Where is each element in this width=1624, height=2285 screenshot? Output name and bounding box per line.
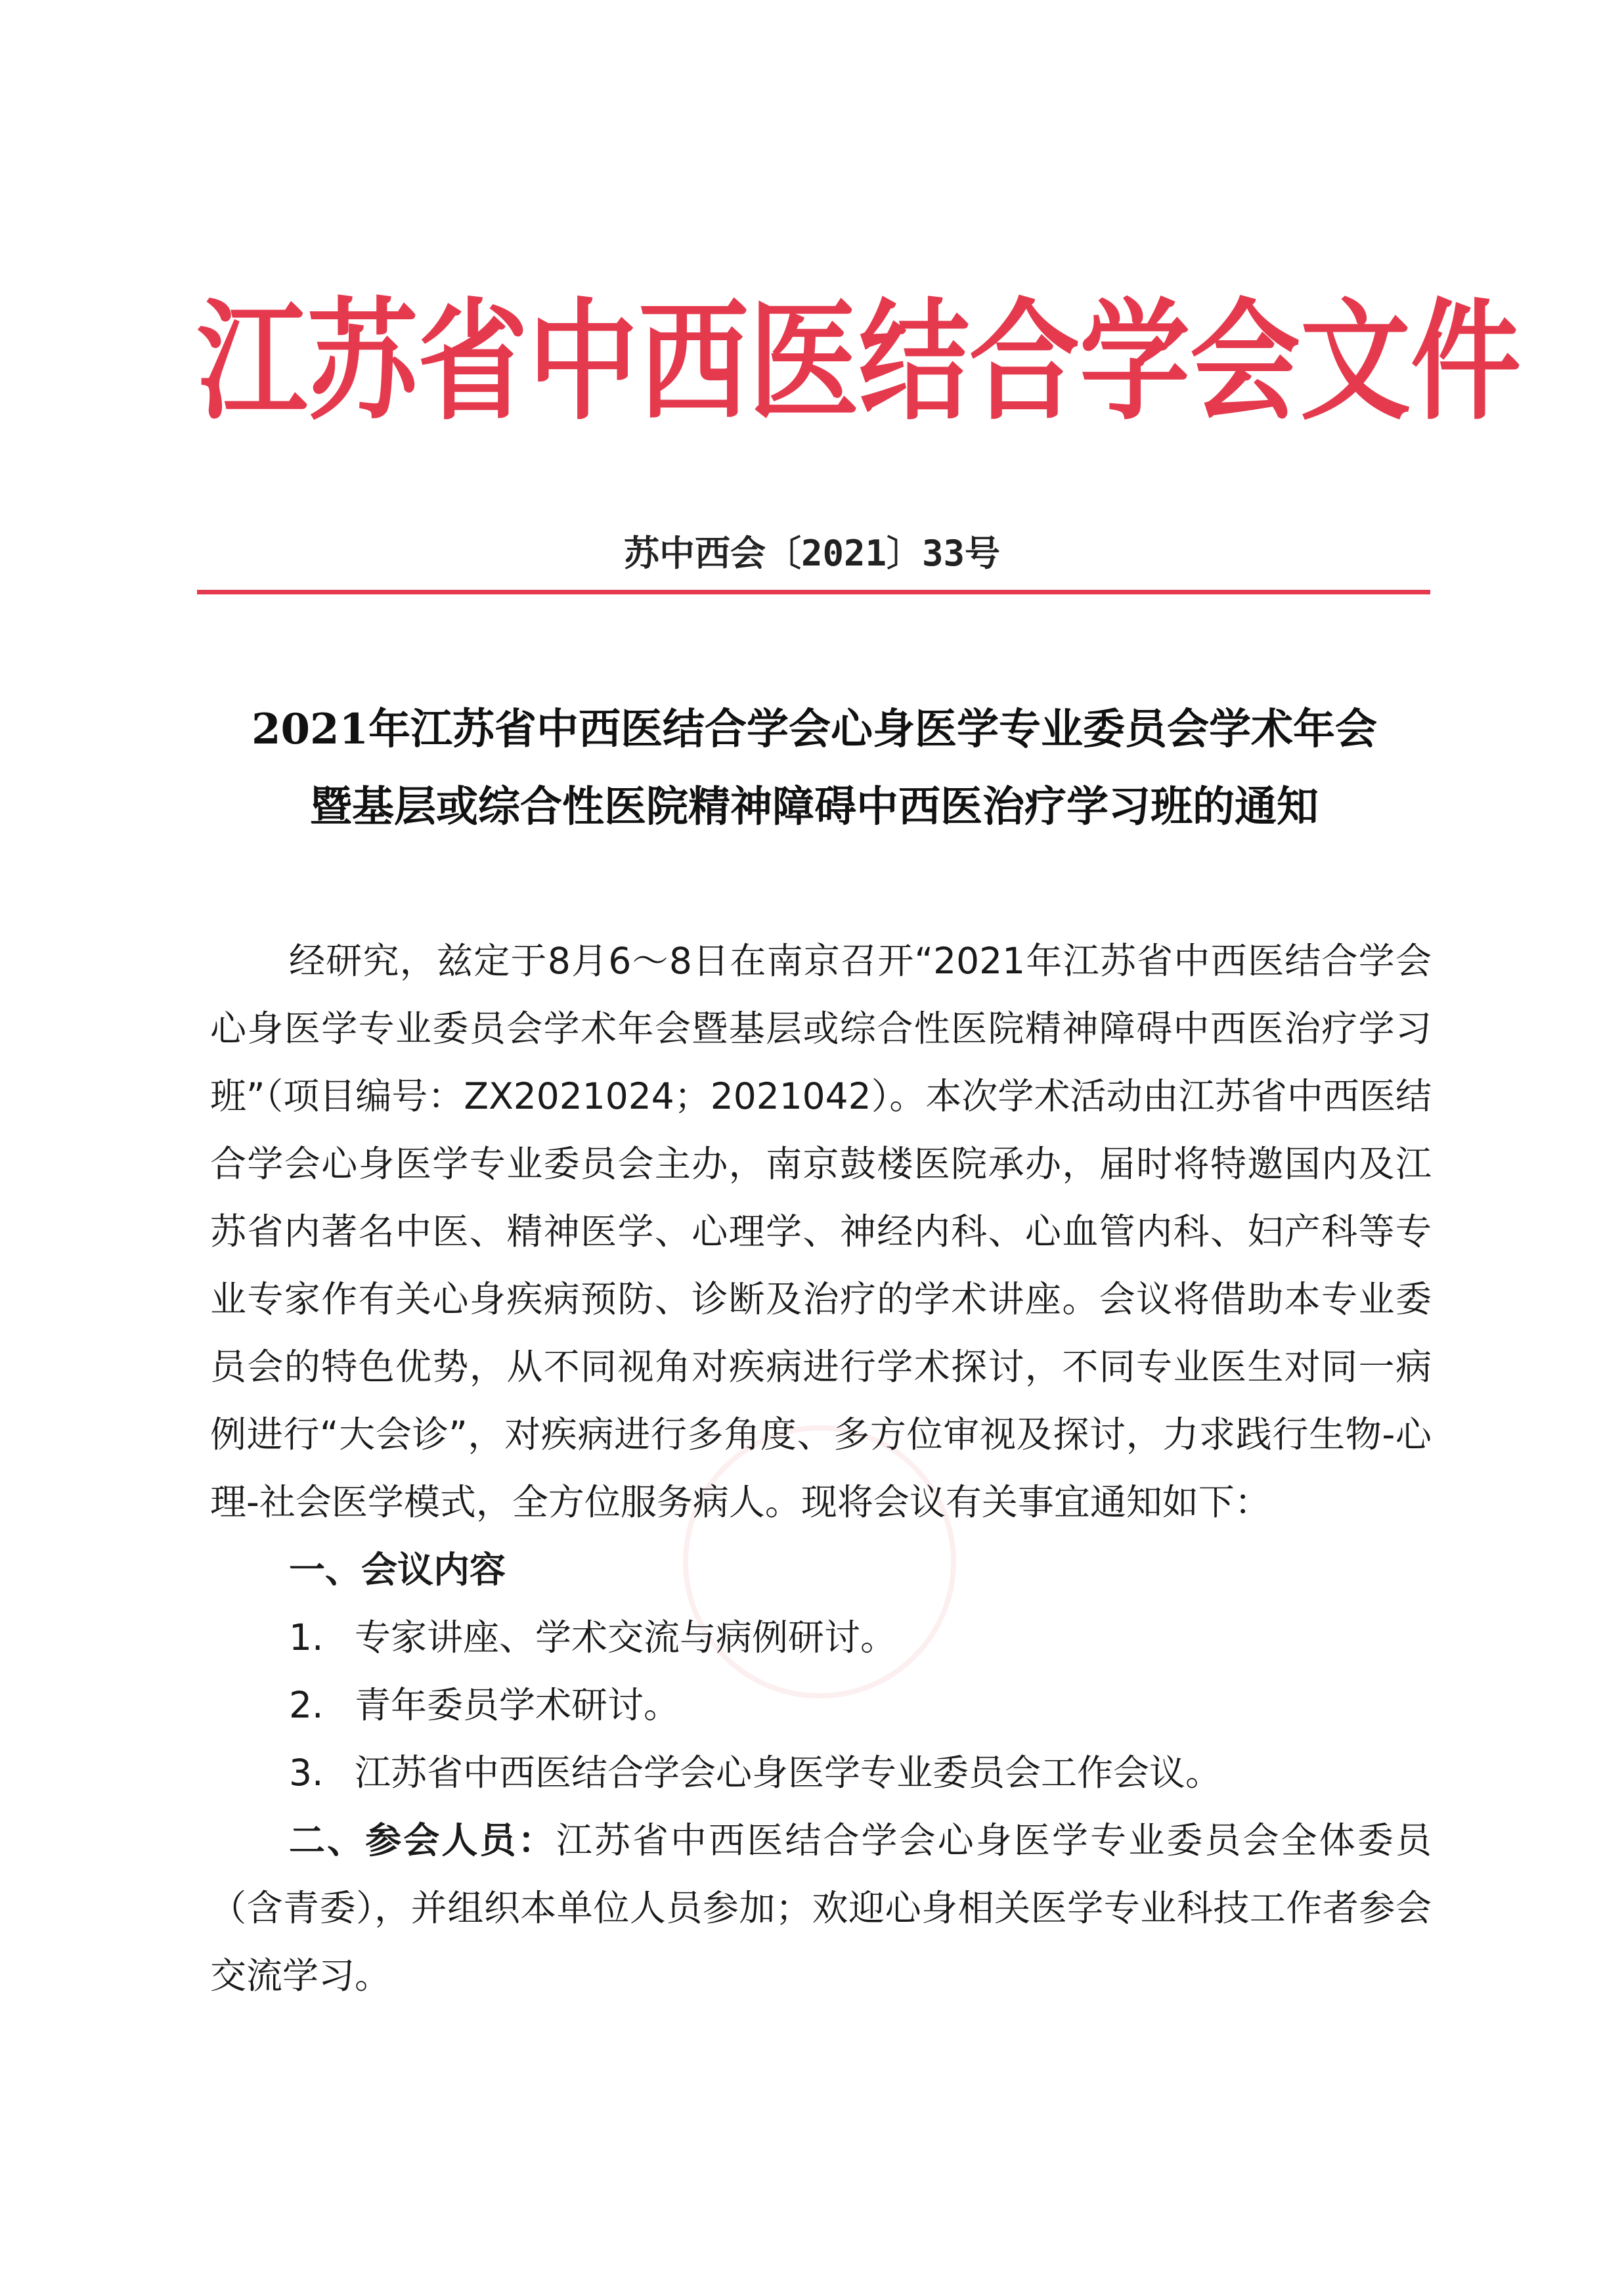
document-number: 苏中西会〔2021〕33号 bbox=[623, 533, 1001, 574]
list-item-number: 1. bbox=[289, 1616, 324, 1658]
intro-paragraph: 经研究，兹定于8月6～8日在南京召开“2021年江苏省中西医结合学会心身医学专业委员会学术年会暨基层或综合性医院精神障碍中西医治疗学习班”（项目编号：ZX2021024；2021042）。本次学术活动由江苏省中西医结合学会心身医学专业委员会主办，南京鼓楼医院承办，届时将特邀国内及江苏省内著名中医、精神医学、心理学、神经内科、心血管内科、妇产科等专业专家作有关心身疾病预防、诊断及治疗的学术讲座。会议将借助本专业委员会的特色优势，从不同视角对疾病进行学术探讨，不同专业医生对同一病例进行“大会诊”，对疾病进行多角度、多方位审视及探讨，力求践行生物-心理-社会医学模式，全方位服务病人。现将会议有关事宜通知如下： bbox=[210, 940, 1432, 1523]
list-item-number: 3. bbox=[289, 1752, 324, 1794]
letterhead-title: 江苏省中西医结合学会文件 bbox=[197, 284, 1521, 438]
list-item-text: 青年委员学术研讨。 bbox=[355, 1684, 680, 1726]
list-item-text: 专家讲座、学术交流与病例研讨。 bbox=[355, 1616, 897, 1658]
notice-title-line-2: 暨基层或综合性医院精神障碍中西医治疗学习班的通知 bbox=[310, 782, 1319, 832]
list-item bbox=[210, 1739, 1432, 1807]
list-item bbox=[210, 1604, 1432, 1672]
list-item-number: 2. bbox=[289, 1684, 324, 1726]
notice-title-line-1: 2021年江苏省中西医结合学会心身医学专业委员会学术年会 bbox=[251, 705, 1378, 754]
attendees-text: 江苏省中西医结合学会心身医学专业委员会全体委员（含青委），并组织本单位人员参加；欢迎心身相关医学专业科技工作者参会交流学习。 bbox=[210, 1819, 1432, 1997]
red-divider-line bbox=[197, 590, 1430, 594]
notice-title bbox=[190, 691, 1438, 846]
list-item-text: 江苏省中西医结合学会心身医学专业委员会工作会议。 bbox=[355, 1752, 1222, 1794]
notice-body bbox=[210, 927, 1432, 2010]
section-heading-meeting-content: 一、会议内容 bbox=[289, 1549, 506, 1591]
list-item bbox=[210, 1672, 1432, 1739]
section-heading-attendees: 二、参会人员： bbox=[289, 1819, 556, 1861]
attendees-paragraph bbox=[210, 1807, 1432, 2010]
